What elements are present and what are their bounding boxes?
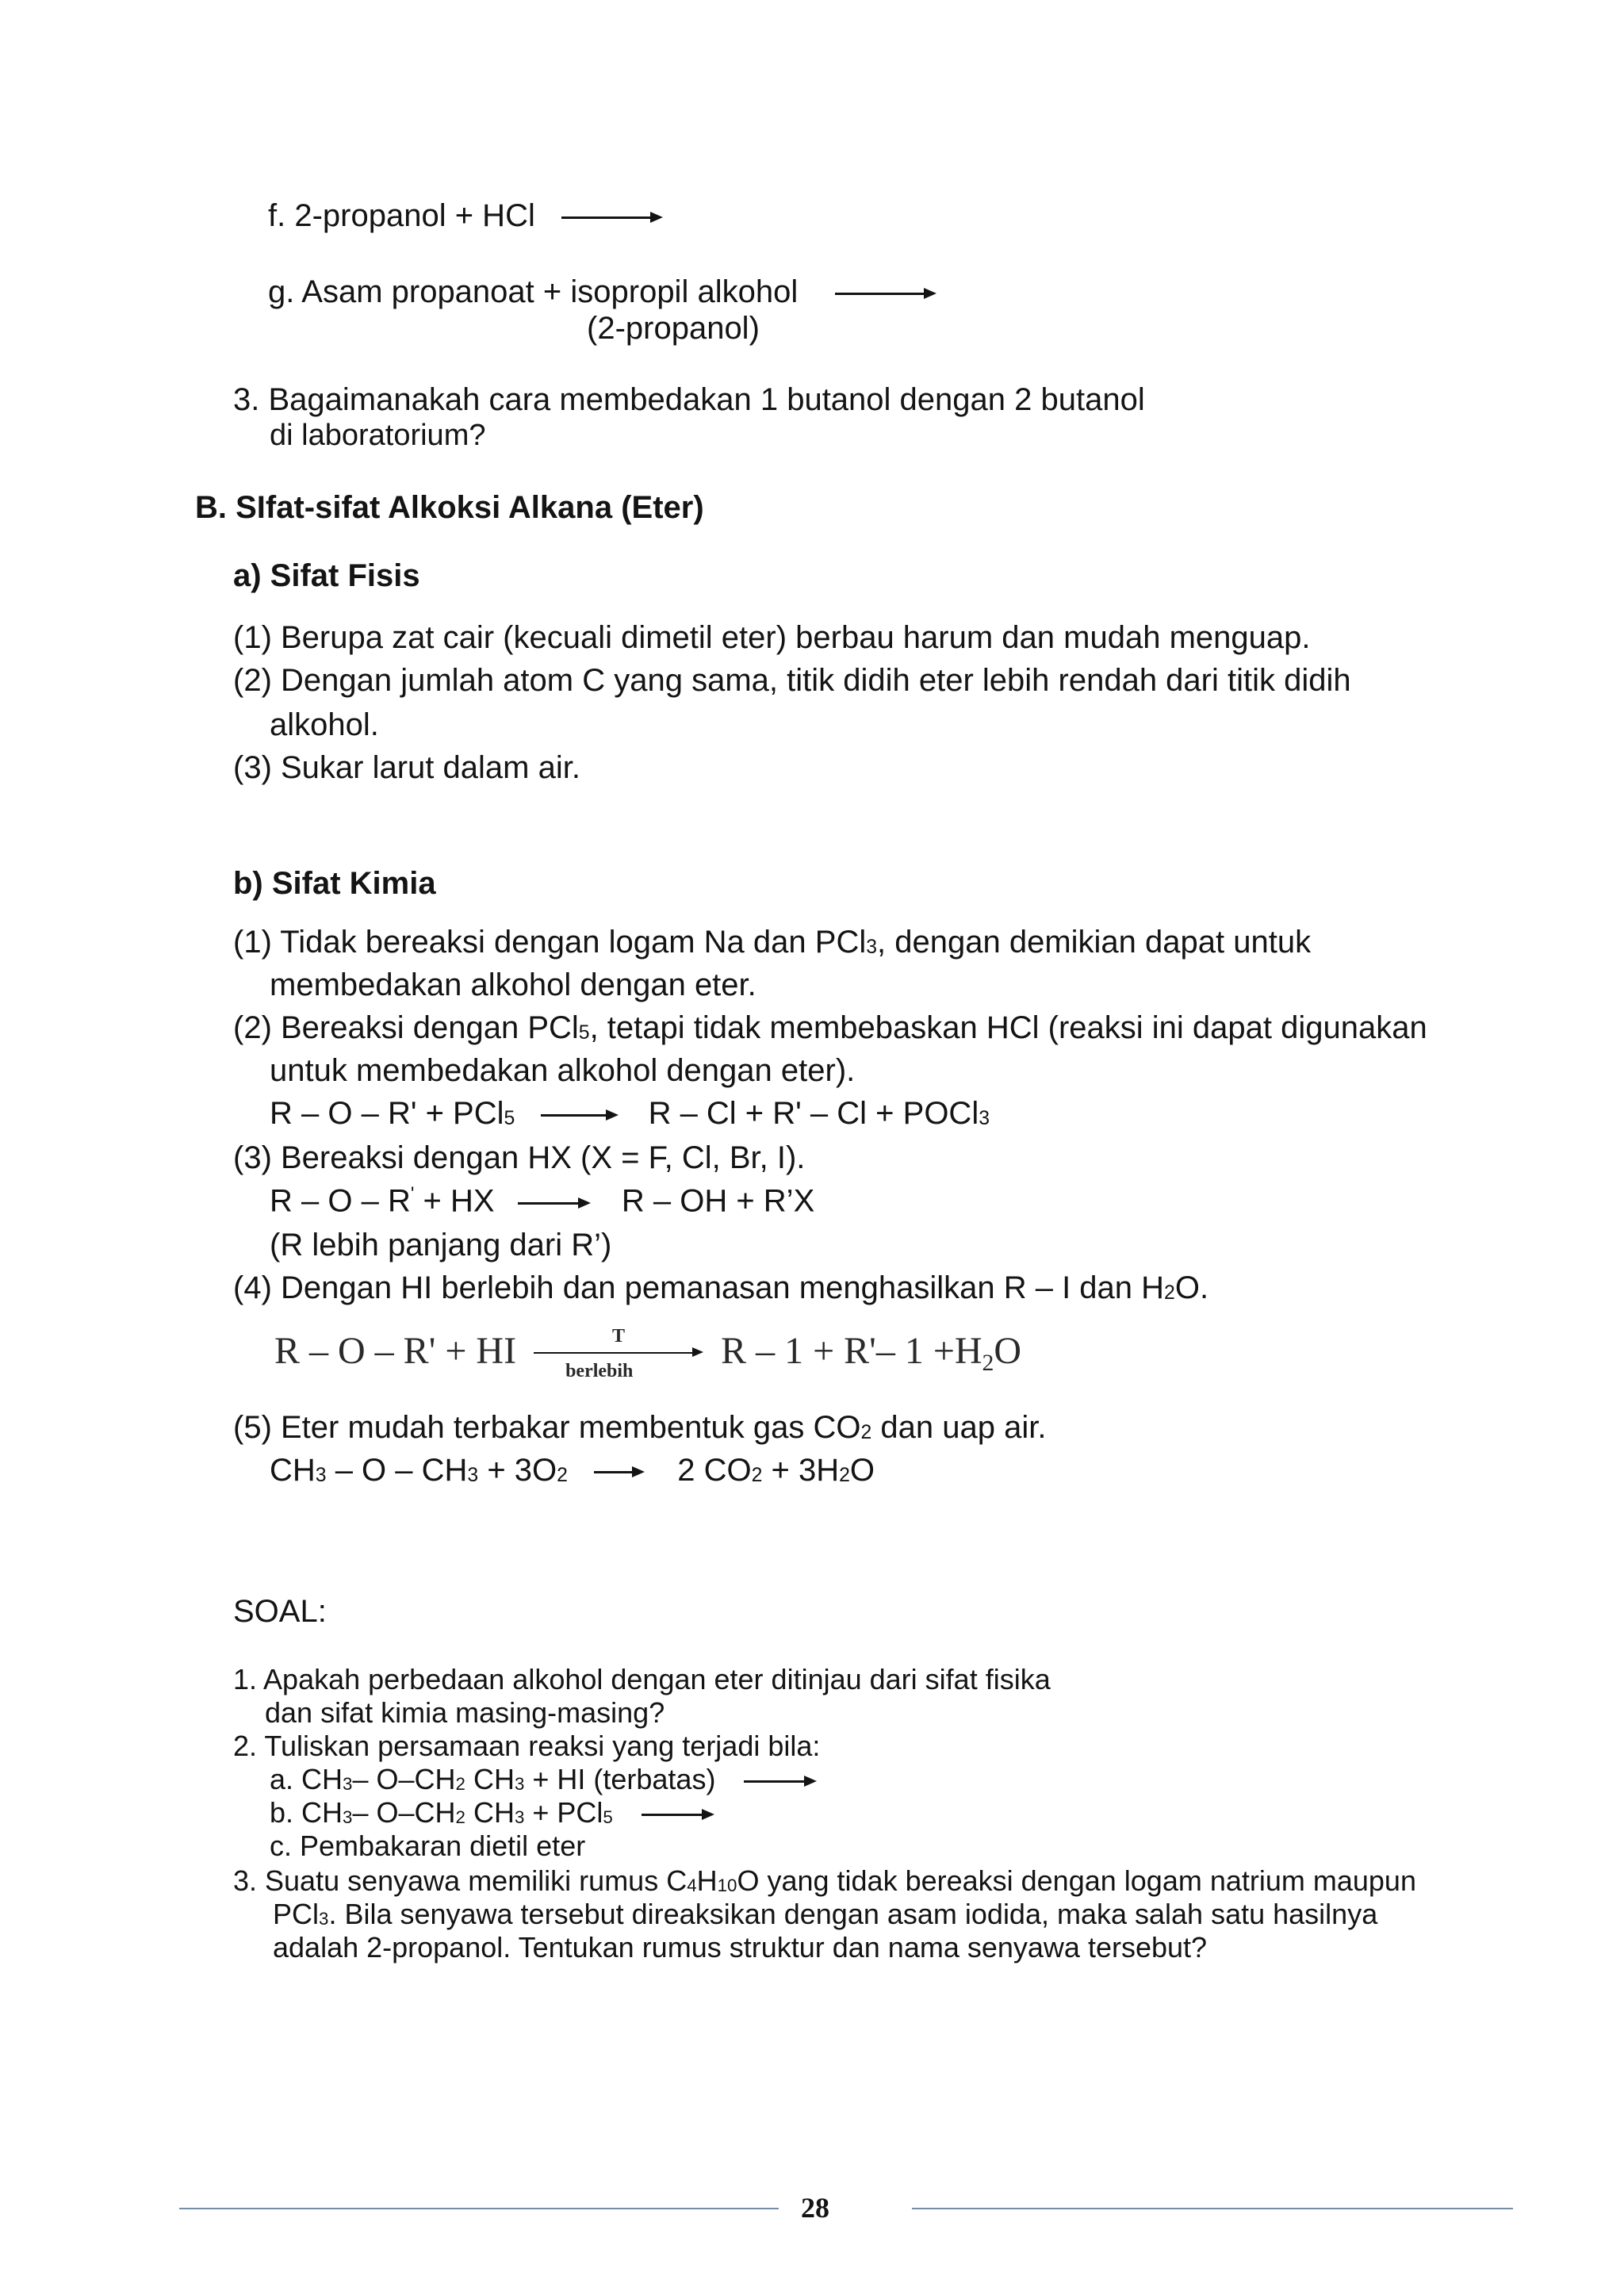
question-3-line2: di laboratorium? [270,419,486,452]
q2b-text: b. CH [270,1796,343,1829]
subscript: 10 [717,1875,737,1896]
reaction-arrow-icon [744,1776,817,1787]
eq4-text: 2 CO [677,1453,752,1488]
reaction-arrow-icon [534,1347,703,1358]
subscript: 3 [315,1465,327,1487]
kimia-item-1-text-end: , dengan demikian dapat untuk [877,925,1312,960]
subscript: 3 [467,1465,479,1487]
kimia-item-2-text: (2) Bereaksi dengan PCl [233,1010,579,1045]
kimia-item-1-line2: membedakan alkohol dengan eter. [270,967,756,1002]
equation-1-right: R – Cl + R' – Cl + POCl [648,1096,979,1131]
item-g-note: (2-propanol) [587,311,760,346]
subscript: 3 [343,1774,353,1795]
question-3-line1: 3. Bagaimanakah cara membedakan 1 butanol dengan 2 butanol [233,382,1145,417]
kimia-item-2-text-end: , tetapi tidak membebaskan HCl (reaksi ini dapat digunakan [589,1010,1427,1045]
subscript: 2 [839,1465,850,1487]
subscript: 3 [319,1909,329,1929]
equation-3-left: R – O – R' + HI [274,1330,517,1372]
equation-3-right: R – 1 + R'– 1 +H [721,1330,982,1372]
equation-4 [270,1454,875,1486]
equation-2-right: R – OH + R’X [621,1183,815,1219]
kimia-item-3-note: (R lebih panjang dari R’) [270,1228,612,1262]
reaction-arrow-icon [518,1197,591,1209]
subscript: 2 [982,1349,994,1376]
subscript: 2 [455,1807,465,1828]
fisis-item-2-line1: (2) Dengan jumlah atom C yang sama, titik didih eter lebih rendah dari titik didih [233,663,1351,698]
soal-q2a [270,1765,817,1794]
kimia-item-2-line2: untuk membedakan alkohol dengan eter). [270,1053,856,1088]
kimia-item-4 [233,1272,1208,1304]
eq4-text: O [849,1453,875,1488]
reaction-arrow-icon [541,1109,619,1121]
equation-1-left: R – O – R' + PCl [270,1096,504,1131]
subscript: 3 [343,1807,353,1828]
equation-3 [274,1325,1022,1381]
soal-q3-line3: adalah 2-propanol. Tentukan rumus struktur dan nama senyawa tersebut? [273,1931,1208,1964]
q2b-text: + PCl [524,1796,603,1829]
q2a-text: CH [414,1763,456,1795]
fisis-item-1: (1) Berupa zat cair (kecuali dimetil eter) berbau harum dan mudah menguap. [233,620,1311,655]
soal-q2: 2. Tuliskan persamaan reaksi yang terjadi bila: [233,1730,821,1762]
q3-text: H [696,1864,718,1897]
footer-line-left [179,2208,779,2209]
reaction-arrow-icon [642,1809,714,1820]
eq4-text: + 3H [762,1453,840,1488]
fisis-item-2-line2: alkohol. [270,707,379,742]
soal-q2c: c. Pembakaran dietil eter [270,1829,586,1862]
equation-3-right-end: O [994,1330,1022,1372]
sifat-kimia-heading: b) Sifat Kimia [233,866,436,901]
eq4-text: CH [270,1453,316,1488]
q3-text: 3. Suatu senyawa memiliki rumus C [233,1864,688,1897]
soal-q1-line2: dan sifat kimia masing-masing? [265,1696,665,1729]
soal-q3-line2 [273,1900,1377,1929]
subscript: 5 [578,1022,590,1044]
page-number: 28 [801,2192,829,2224]
bond-dash: – [398,1796,415,1829]
q2a-text: CH [465,1763,515,1795]
footer-line-right [912,2208,1513,2209]
subscript: 5 [603,1807,613,1828]
kimia-item-2-line1 [233,1012,1427,1044]
item-g [268,276,936,308]
equation-2-left-end: + HX [414,1183,495,1219]
sifat-fisis-heading: a) Sifat Fisis [233,558,420,593]
reaction-arrow-icon [561,212,663,223]
equation-3-arrow [534,1325,703,1381]
kimia-item-5-text-end: dan uap air. [871,1410,1047,1445]
q3-text: PCl [273,1898,320,1930]
item-f-text: f. 2-propanol + HCl [268,198,535,233]
kimia-item-4-text: (4) Dengan HI berlebih dan pemanasan menghasilkan R – I dan H [233,1270,1165,1305]
subscript: 3 [514,1807,525,1828]
kimia-item-3: (3) Bereaksi dengan HX (X = F, Cl, Br, I). [233,1140,806,1175]
subscript: 3 [514,1774,525,1795]
q2a-text: – O [352,1763,399,1795]
reaction-arrow-icon [594,1466,645,1477]
soal-q2b [270,1796,714,1829]
equation-3-condition-above: T [612,1325,626,1347]
item-f [268,200,663,232]
subscript: 2 [455,1774,465,1795]
soal-heading: SOAL: [233,1594,327,1629]
q2b-text: CH [414,1796,456,1829]
subscript: 3 [979,1108,990,1130]
q2b-text: – O [352,1796,399,1829]
equation-1 [270,1098,990,1129]
subscript: 3 [866,937,878,959]
fisis-item-3: (3) Sukar larut dalam air. [233,750,580,785]
q2b-text: CH [465,1796,515,1829]
q2a-text: + HI (terbatas) [524,1763,716,1795]
q2a-text: a. CH [270,1763,343,1795]
eq4-text: – O – CH [326,1453,468,1488]
q3-text: O yang tidak bereaksi dengan logam natrium maupun [737,1864,1416,1897]
equation-3-condition-below: berlebih [565,1360,634,1381]
bond-dash: – [398,1763,415,1795]
subscript: 5 [504,1108,515,1130]
prime-mark: ' [410,1183,415,1205]
subscript: 2 [860,1422,872,1444]
kimia-item-1-text: (1) Tidak bereaksi dengan logam Na dan PCl [233,925,867,960]
equation-2-left: R – O – R [270,1183,411,1219]
q3-text: . Bila senyawa tersebut direaksikan dengan asam iodida, maka salah satu hasilnya [328,1898,1378,1930]
kimia-item-1-line1 [233,926,1311,958]
subscript: 2 [557,1465,568,1487]
section-b-heading: B. SIfat-sifat Alkoksi Alkana (Eter) [195,490,704,525]
soal-q1-line1: 1. Apakah perbedaan alkohol dengan eter ditinjau dari sifat fisika [233,1663,1051,1695]
item-g-text: g. Asam propanoat + isopropil alkohol [268,274,799,309]
reaction-arrow-icon [835,288,936,299]
subscript: 4 [687,1875,697,1896]
kimia-item-5 [233,1412,1046,1443]
eq4-text: + 3O [478,1453,557,1488]
kimia-item-4-text-end: O. [1174,1270,1209,1305]
equation-2 [270,1183,815,1219]
subscript: 2 [751,1465,763,1487]
soal-q3-line1 [233,1864,1416,1897]
subscript: 2 [1164,1282,1175,1305]
kimia-item-5-text: (5) Eter mudah terbakar membentuk gas CO [233,1410,861,1445]
